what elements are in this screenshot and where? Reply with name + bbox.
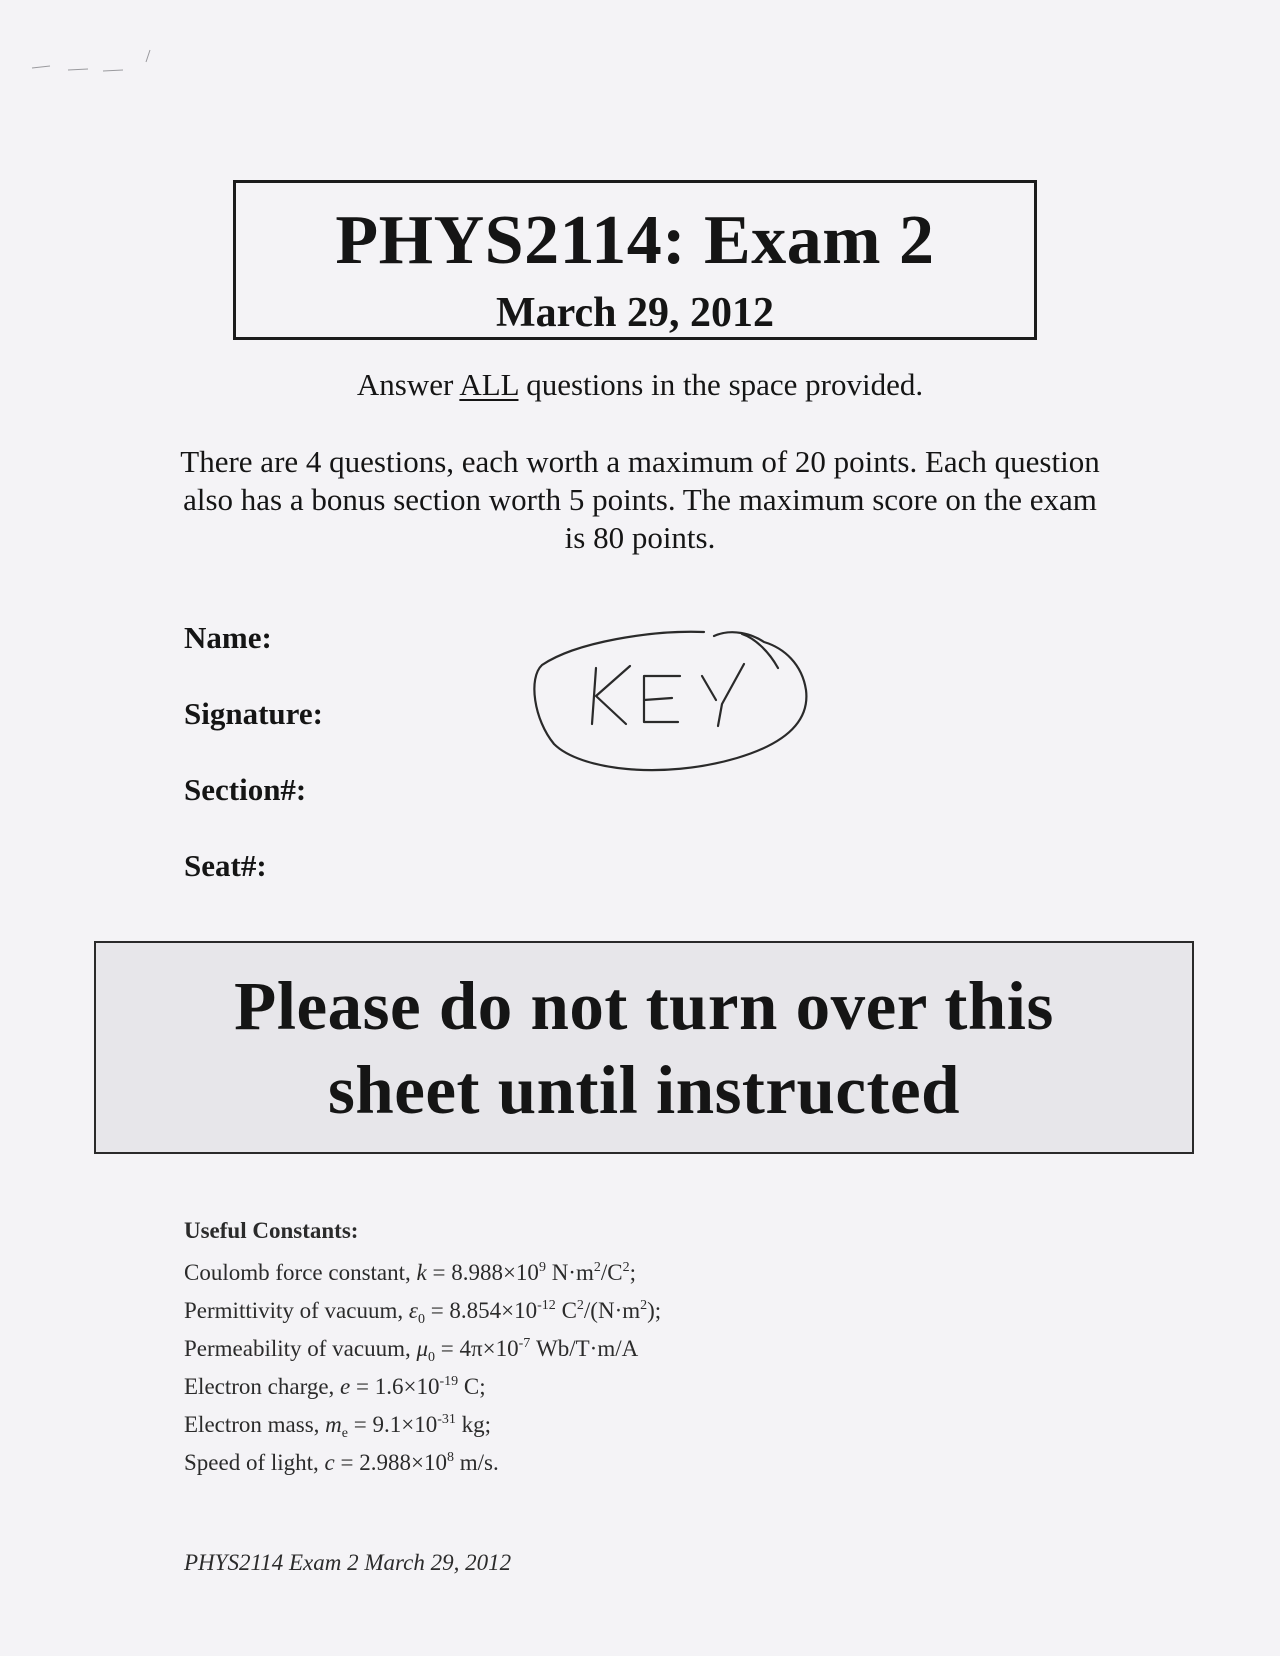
page-footer: PHYS2114 Exam 2 March 29, 2012 <box>184 1550 512 1575</box>
unit-exponent: 2 <box>640 1298 648 1313</box>
constant-subscript: 0 <box>417 1312 425 1327</box>
constant-exponent: 9 <box>538 1260 546 1275</box>
scan-smudge-mark <box>28 40 168 80</box>
do-not-turn-notice <box>94 941 1194 1154</box>
signature-field-label: Signature: <box>184 696 323 731</box>
constant-value: = 2.988×10 <box>334 1450 447 1475</box>
constant-unit: kg; <box>455 1412 492 1437</box>
constant-symbol: ε <box>408 1298 418 1323</box>
constant-unit-mid: /(N·m <box>583 1298 641 1323</box>
constant-label: Speed of light, <box>184 1450 319 1475</box>
unit-exponent: 2 <box>593 1260 601 1275</box>
constant-permeability <box>184 1330 661 1368</box>
exam-rules: There are 4 questions, each worth a maximum of 20 points. Each question also has a bonus section worth 5 points. The maximum score on the exam is 80 points. <box>180 444 1100 555</box>
constant-symbol: μ <box>416 1336 429 1361</box>
constant-subscript: e <box>341 1426 348 1441</box>
constants-heading: Useful Constants: <box>184 1218 359 1243</box>
notice-line-2: sheet until instructed <box>328 1052 960 1128</box>
answer-instruction <box>0 367 1280 403</box>
constant-symbol: m <box>325 1412 342 1437</box>
constant-exponent: -31 <box>437 1412 456 1427</box>
seat-field-label: Seat#: <box>184 848 267 883</box>
constant-end: ); <box>647 1298 662 1323</box>
constant-symbol: e <box>340 1374 351 1399</box>
constant-label: Permittivity of vacuum, <box>184 1298 404 1323</box>
section-field-label: Section#: <box>184 772 307 807</box>
constant-coulomb <box>184 1254 661 1292</box>
constant-subscript: 0 <box>428 1350 436 1365</box>
constant-unit: C; <box>458 1374 486 1399</box>
unit-exponent: 2 <box>622 1260 630 1275</box>
useful-constants <box>184 1218 661 1482</box>
constant-value: = 1.6×10 <box>350 1374 440 1399</box>
constant-unit: m/s. <box>453 1450 499 1475</box>
constant-exponent: 8 <box>446 1450 454 1465</box>
answer-key-handwritten-mark <box>532 620 822 790</box>
constant-unit: N·m <box>545 1260 594 1285</box>
constant-unit: C <box>555 1298 577 1323</box>
constant-electron-charge <box>184 1368 661 1406</box>
constant-label: Electron mass, <box>184 1412 320 1437</box>
constant-symbol: c <box>324 1450 335 1475</box>
constant-end: ; <box>629 1260 636 1285</box>
unit-exponent: 2 <box>576 1298 584 1313</box>
constant-exponent: -12 <box>537 1298 556 1313</box>
notice-line-1: Please do not turn over this <box>234 968 1054 1044</box>
constant-label: Electron charge, <box>184 1374 335 1399</box>
constant-permittivity <box>184 1292 661 1330</box>
constant-speed-of-light <box>184 1444 661 1482</box>
constant-label: Permeability of vacuum, <box>184 1336 411 1361</box>
name-field-label: Name: <box>184 620 272 655</box>
constant-value: = 9.1×10 <box>348 1412 438 1437</box>
constant-exponent: -19 <box>439 1374 459 1389</box>
constant-value: = 4π×10 <box>435 1336 519 1361</box>
constant-electron-mass <box>184 1406 661 1444</box>
constant-unit-mid: /C <box>600 1260 623 1285</box>
exam-date: March 29, 2012 <box>495 290 775 336</box>
constant-unit: Wb/T·m/A <box>530 1336 639 1361</box>
exam-title: PHYS2114: Exam 2 <box>335 202 935 279</box>
constant-label: Coulomb force constant, <box>184 1260 411 1285</box>
constant-value: = 8.988×10 <box>432 1260 539 1285</box>
constant-value: = 8.854×10 <box>424 1298 538 1323</box>
answer-suffix: questions in the space provided. <box>526 367 924 402</box>
answer-emphasis: ALL <box>459 367 519 402</box>
constant-exponent: -7 <box>518 1336 531 1351</box>
answer-prefix: Answer <box>356 367 454 402</box>
title-box <box>233 180 1037 340</box>
constant-symbol: k <box>416 1260 427 1285</box>
